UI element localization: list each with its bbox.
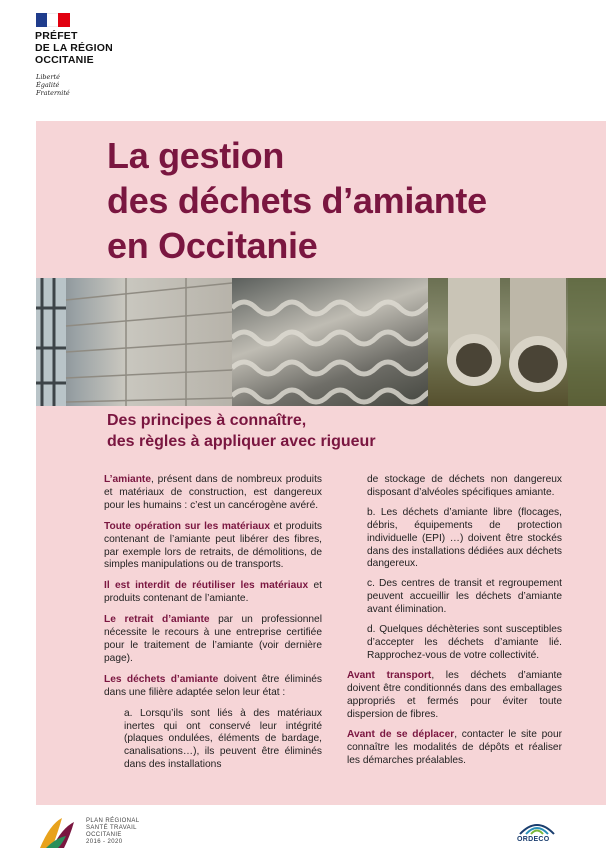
paragraph-text: , présent dans de nombreux produits et matériaux de construction, est dangereux pour les humains : c’est un cancérogène avéré. (104, 474, 322, 511)
paragraph-deplacer (347, 729, 562, 768)
key-term: Les déchets d’amiante (104, 673, 219, 685)
prst-line: PLAN RÉGIONAL (86, 818, 140, 824)
pipes-illustration (428, 278, 606, 406)
cladding-illustration (36, 278, 232, 406)
paragraph-text: et produits contenant de l’amiante. (104, 580, 323, 605)
title-line: des déchets d’amiante (107, 180, 487, 221)
prst-line: SANTÉ TRAVAIL (86, 825, 137, 831)
subtitle-line: Des principes à connaître, (107, 412, 307, 429)
key-term: L’amiante (104, 474, 151, 485)
prefet-line: PRÉFET (35, 30, 78, 42)
list-item-d: d. Quelques déchèteries sont susceptibles d’accepter les déchets d’amiante lié. Rapprochez-vous de votre collectivité. (367, 624, 562, 661)
motto-line: Égalité (36, 81, 60, 89)
flag-white-band (47, 13, 58, 27)
list-item-a: a. Lorsqu’ils sont liés à des matériaux inertes qui ont conservé leur intégrité (plaques ondulées, éléments de bardage, canalisations…), ils peuvent être éliminés dans des installations (124, 707, 322, 771)
paragraph-amiante (104, 474, 322, 513)
prefet-block (35, 30, 113, 66)
prefet-line: DE LA RÉGION (35, 42, 113, 54)
list-item-c: c. Des centres de transit et regroupement peuvent accueillir les déchets d’amiante avant élimination. (367, 578, 562, 616)
ordeco-logo-icon (512, 814, 562, 852)
prst-line: 2016 - 2020 (86, 839, 123, 845)
paragraph-text: doivent être éliminés dans une filière adaptée selon leur état : (104, 673, 323, 698)
paragraph-transport (347, 670, 562, 722)
title-line: La gestion (107, 135, 285, 176)
motto-line: Fraternité (36, 89, 70, 97)
ordeco-label: ORDECO (517, 836, 550, 843)
paragraph-interdit (104, 580, 322, 606)
flag-red-band (58, 13, 70, 27)
page-title (107, 133, 587, 268)
paragraph-text: par un professionnel nécessite le recours à une entreprise certifiée pour le traitement de l’amiante (voir dernière page). (104, 614, 322, 664)
photo-cladding (36, 278, 232, 406)
key-term: Avant transport (347, 669, 432, 681)
text-column-right (347, 474, 562, 776)
photo-strip (36, 278, 606, 406)
flag-blue-band (36, 13, 47, 27)
prefet-line: OCCITANIE (35, 54, 94, 66)
key-term: Avant de se déplacer (347, 729, 455, 741)
subtitle-line: des règles à appliquer avec rigueur (107, 433, 376, 450)
paragraph-text: et produits contenant de l’amiante peut libérer des fibres, par exemple lors de retraits, de démolitions, de simples manipulations ou de transports. (104, 520, 322, 571)
prst-logo-icon (36, 812, 80, 852)
paragraph-text: , les déchets d’amiante doivent être conditionnés dans des emballages appropriés et fermés pour éviter toute dispersion de fibres. (347, 669, 562, 720)
paragraph-dechets (104, 674, 322, 700)
photo-pipes (428, 278, 606, 406)
list-item-a-continued: de stockage de déchets non dangereux disposant d’alvéoles spécifiques amiante. (367, 474, 562, 498)
subtitle (107, 410, 376, 452)
title-line: en Occitanie (107, 225, 318, 266)
photo-corrugated-sheets (232, 278, 428, 406)
key-term: Le retrait d’amiante (104, 614, 210, 626)
paragraph-text: , contacter le site pour connaître les modalités de dépôts et réaliser les démarches préalables. (347, 729, 563, 767)
marianne-logo (36, 13, 70, 27)
list-item-b: b. Les déchets d’amiante libre (flocages, débris, équipements de protection individuelle (EPI) …) doivent être stockés dans des installations dédiées aux déchets dangereux. (367, 506, 562, 570)
motto-line: Liberté (36, 73, 60, 81)
text-column-left (104, 474, 322, 779)
key-term: Il est interdit de réutiliser les matériaux (104, 580, 309, 592)
prst-line: OCCITANIE (86, 832, 122, 838)
paragraph-retrait (104, 614, 322, 666)
key-term: Toute opération sur les matériaux (104, 520, 271, 532)
paragraph-operation (104, 521, 322, 573)
corrugated-illustration (232, 278, 428, 406)
republic-motto (36, 73, 70, 97)
prst-label (86, 818, 140, 846)
